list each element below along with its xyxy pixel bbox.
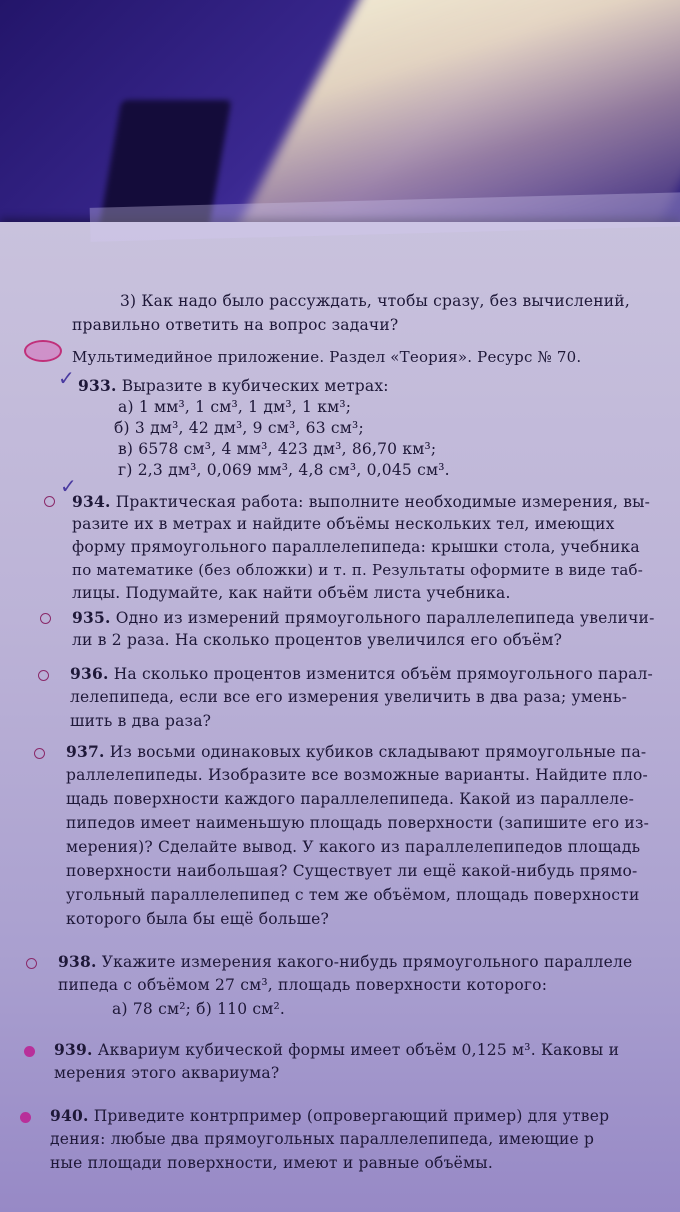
problem-936-line-3: шить в два раза?	[70, 712, 212, 730]
problem-933-a: а) 1 мм³, 1 см³, 1 дм³, 1 км³;	[118, 398, 352, 416]
problem-934-line-3: форму прямоугольного параллелепипеда: крышки стола, учебника	[72, 538, 640, 556]
problem-933-header	[78, 376, 389, 395]
problem-934-line-1	[72, 492, 650, 511]
problem-935-number: 935.	[72, 608, 111, 627]
problem-936-number: 936.	[70, 664, 109, 683]
problem-937-line-1	[66, 742, 646, 761]
problem-937-number: 937.	[66, 742, 105, 761]
problem-939-number: 939.	[54, 1040, 93, 1059]
problem-934-line-2: разите их в метрах и найдите объёмы нескольких тел, имеющих	[72, 515, 615, 533]
prev-question-line-1: 3) Как надо было рассуждать, чтобы сразу, без вычислений,	[120, 292, 630, 310]
problem-934-number: 934.	[72, 492, 111, 511]
problem-937-line-8: которого была бы ещё больше?	[66, 910, 329, 928]
multimedia-icon	[24, 340, 62, 362]
problem-939-line-1	[54, 1040, 619, 1059]
problem-938-line-3: а) 78 см²; б) 110 см².	[112, 1000, 286, 1018]
problem-940-line-1	[50, 1106, 609, 1125]
problem-938-number: 938.	[58, 952, 97, 971]
dot-marker	[24, 1046, 35, 1057]
problem-937-line-6: поверхности наибольшая? Существует ли ещё какой-нибудь прямо-	[66, 862, 638, 880]
circle-marker	[44, 496, 55, 507]
problem-933-b: б) 3 дм³, 42 дм³, 9 см³, 63 см³;	[114, 419, 364, 437]
problem-934-line-5: лицы. Подумайте, как найти объём листа учебника.	[72, 584, 511, 602]
problem-938-line-1	[58, 952, 632, 971]
problem-937-line-2: раллелепипеды. Изобразите все возможные варианты. Найдите пло-	[66, 766, 648, 784]
problem-933-title: Выразите в кубических метрах:	[121, 377, 389, 395]
problem-940-line-2: дения: любые два прямоугольных параллелепипеда, имеющие р	[50, 1130, 595, 1148]
problem-933-number: 933.	[78, 376, 117, 395]
check-icon: ✓	[60, 474, 77, 498]
problem-933-v: в) 6578 см³, 4 мм³, 423 дм³, 86,70 км³;	[118, 440, 437, 458]
problem-940-text: Приведите контрпример (опровергающий пример) для утвер	[93, 1107, 610, 1125]
problem-937-line-5: мерения)? Сделайте вывод. У какого из параллелепипедов площадь	[66, 838, 641, 856]
problem-936-line-1	[70, 664, 653, 683]
problem-936-text: На сколько процентов изменится объём прямоугольного парал-	[113, 665, 653, 683]
problem-934-text: Практическая работа: выполните необходимые измерения, вы-	[115, 493, 651, 511]
prev-question-line-2: правильно ответить на вопрос задачи?	[72, 316, 399, 334]
circle-marker	[34, 748, 45, 759]
problem-938-text: Укажите измерения какого-нибудь прямоугольного параллеле	[101, 953, 633, 971]
problem-934-line-4: по математике (без обложки) и т. п. Результаты оформите в виде таб-	[72, 561, 643, 579]
problem-937-line-4: пипедов имеет наименьшую площадь поверхности (запишите его из-	[66, 814, 650, 832]
problem-938-line-2: пипеда с объёмом 27 см³, площадь поверхности которого:	[58, 976, 548, 994]
problem-937-line-3: щадь поверхности каждого параллелепипеда. Какой из параллеле-	[66, 790, 635, 808]
problem-937-line-7: угольный параллелепипед с тем же объёмом, площадь поверхности	[66, 886, 640, 904]
circle-marker	[40, 613, 51, 624]
problem-939-line-2: мерения этого аквариума?	[54, 1064, 280, 1082]
check-icon: ✓	[58, 366, 75, 390]
problem-935-line-2: ли в 2 раза. На сколько процентов увеличился его объём?	[72, 631, 563, 649]
problem-940-line-3: ные площади поверхности, имеют и равные объёмы.	[50, 1154, 493, 1172]
circle-marker	[38, 670, 49, 681]
multimedia-note: Мультимедийное приложение. Раздел «Теория». Ресурс № 70.	[72, 348, 582, 366]
problem-939-text: Аквариум кубической формы имеет объём 0,125 м³. Каковы и	[97, 1041, 620, 1059]
problem-937-text: Из восьми одинаковых кубиков складывают прямоугольные па-	[109, 743, 647, 761]
problem-940-number: 940.	[50, 1106, 89, 1125]
dot-marker	[20, 1112, 31, 1123]
problem-935-text: Одно из измерений прямоугольного параллелепипеда увеличи-	[115, 609, 655, 627]
circle-marker	[26, 958, 37, 969]
problem-935-line-1	[72, 608, 655, 627]
problem-933-g: г) 2,3 дм³, 0,069 мм³, 4,8 см³, 0,045 см³.	[118, 461, 450, 479]
problem-936-line-2: лелепипеда, если все его измерения увеличить в два раза; умень-	[70, 688, 628, 706]
